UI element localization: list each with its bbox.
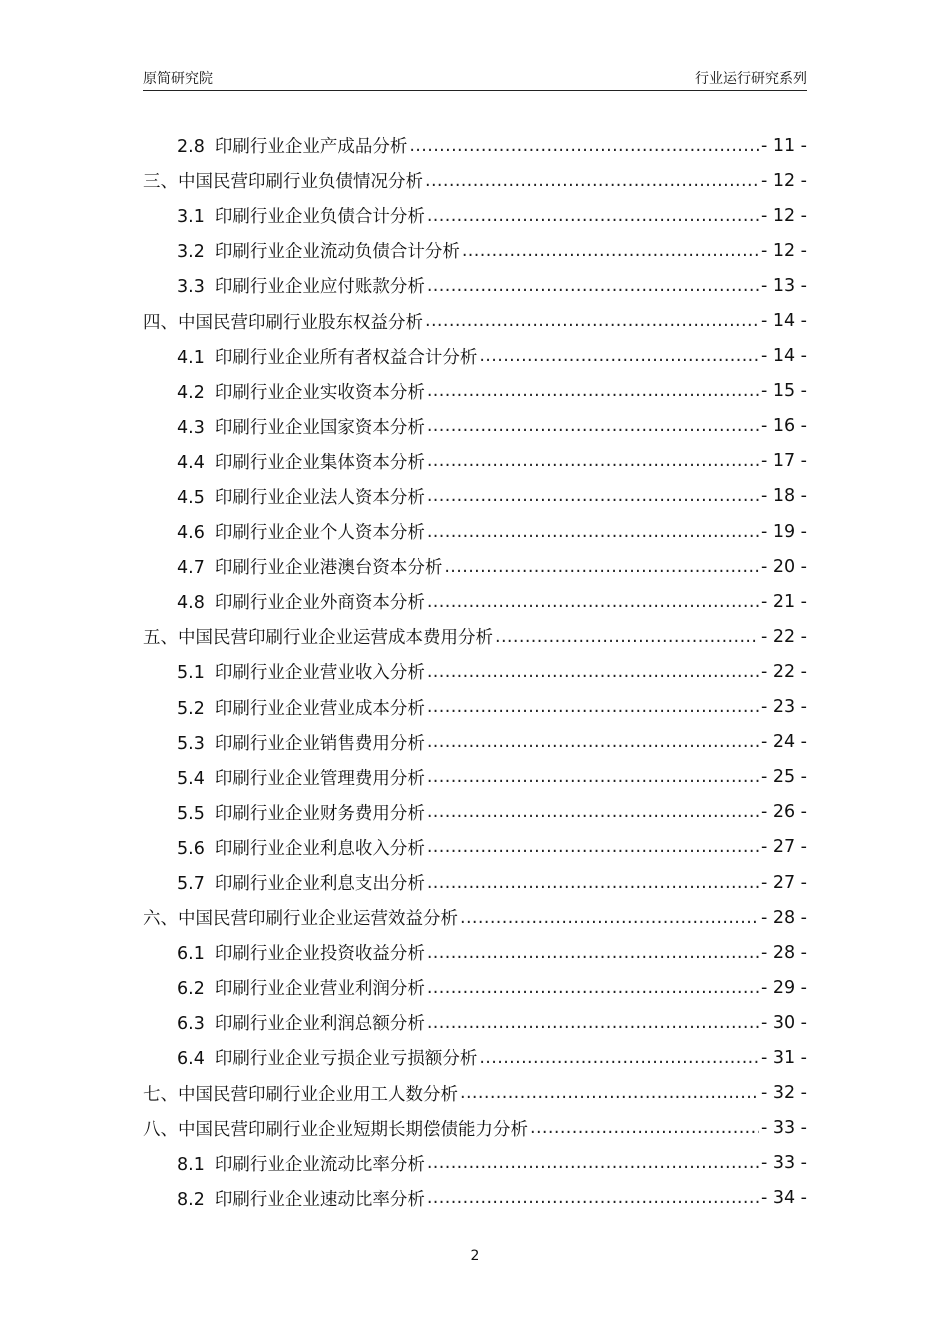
toc-entry-text: 印刷行业企业流动比率分析 [214,1154,425,1175]
toc-entry-title [143,309,423,334]
toc-entry-page: - 19 - [760,521,807,542]
toc-entry-title [177,835,425,860]
toc-entry-title [177,449,425,474]
toc-dot-leader [427,767,759,787]
toc-entry[interactable] [143,1005,807,1040]
toc-entry-title [177,379,425,404]
toc-entry-text: 印刷行业企业亏损企业亏损额分析 [214,1049,478,1070]
toc-dot-leader [427,451,759,471]
toc-dot-leader [427,381,759,401]
toc-entry-page: - 13 - [760,275,807,296]
toc-entry-title [177,800,425,825]
toc-entry-text: 印刷行业企业财务费用分析 [214,803,425,824]
toc-entry-page: - 11 - [760,135,807,156]
toc-dot-leader [495,627,759,647]
toc-entry-title [143,1116,528,1141]
toc-entry-title [177,554,442,579]
toc-entry[interactable] [143,549,807,584]
toc-dot-leader [427,697,759,717]
toc-entry[interactable] [143,619,807,654]
toc-entry-text: 六、中国民营印刷行业企业运营效益分析 [143,909,458,930]
toc-entry-title [177,1045,477,1070]
toc-entry-text: 印刷行业企业流动负债合计分析 [214,242,460,263]
toc-entry-text: 印刷行业企业负债合计分析 [214,207,425,228]
toc-dot-leader [427,732,759,752]
toc-entry-page: - 18 - [760,486,807,507]
toc-entry-page: - 12 - [760,205,807,226]
toc-entry-number: 5.6 [177,838,205,859]
toc-entry-number: 4.2 [177,382,205,403]
toc-dot-leader [460,908,759,928]
toc-entry-text: 印刷行业企业利润总额分析 [214,1014,425,1035]
toc-dot-leader [444,557,759,577]
toc-entry-number: 2.8 [177,137,205,158]
header-series: 行业运行研究系列 [695,71,807,87]
page-number: 2 [470,1248,480,1264]
toc-entry-text: 印刷行业企业港澳台资本分析 [214,558,443,579]
toc-entry-title [177,695,425,720]
toc-entry-number: 5.4 [177,768,205,789]
toc-entry-text: 印刷行业企业所有者权益合计分析 [214,347,478,368]
toc-entry-text: 八、中国民营印刷行业企业短期长期偿债能力分析 [143,1119,528,1140]
toc-entry-text: 印刷行业企业法人资本分析 [214,487,425,508]
toc-entry-text: 七、中国民营印刷行业企业用工人数分析 [143,1084,458,1105]
toc-entry[interactable] [143,303,807,338]
toc-entry-title [143,624,493,649]
toc-entry-number: 4.1 [177,347,205,368]
toc-dot-leader [425,311,759,331]
toc-entry-text: 印刷行业企业销售费用分析 [214,733,425,754]
toc-entry-text: 印刷行业企业个人资本分析 [214,523,425,544]
toc-entry[interactable] [143,163,807,198]
toc-entry-text: 印刷行业企业管理费用分析 [214,768,425,789]
toc-entry-number: 4.3 [177,417,205,438]
toc-entry[interactable] [143,374,807,409]
toc-dot-leader [530,1118,759,1138]
toc-entry-page: - 24 - [760,732,807,753]
toc-entry-title [177,344,477,369]
toc-entry[interactable] [143,128,807,163]
toc-dot-leader [479,1048,759,1068]
toc-entry[interactable] [143,198,807,233]
toc-entry-text: 印刷行业企业营业成本分析 [214,698,425,719]
toc-entry-page: - 22 - [760,626,807,647]
toc-entry-text: 四、中国民营印刷行业股东权益分析 [143,312,423,333]
toc-entry-page: - 12 - [760,170,807,191]
toc-entry-text: 印刷行业企业应付账款分析 [214,277,425,298]
toc-entry-page: - 27 - [760,872,807,893]
toc-entry[interactable] [143,830,807,865]
toc-entry[interactable] [143,795,807,830]
toc-entry-number: 8.1 [177,1154,205,1175]
toc-entry-page: - 16 - [760,416,807,437]
toc-entry-page: - 21 - [760,591,807,612]
toc-entry-text: 印刷行业企业外商资本分析 [214,593,425,614]
toc-dot-leader [427,978,759,998]
toc-entry-page: - 29 - [760,977,807,998]
toc-dot-leader [409,136,759,156]
toc-entry[interactable] [143,1146,807,1181]
toc-entry[interactable] [143,268,807,303]
toc-entry-page: - 17 - [760,451,807,472]
toc-entry-title [177,765,425,790]
toc-entry-title [177,238,460,263]
toc-entry[interactable] [143,654,807,689]
toc-entry[interactable] [143,409,807,444]
toc-dot-leader [427,873,759,893]
toc-entry-text: 印刷行业企业速动比率分析 [214,1189,425,1210]
toc-dot-leader [427,662,759,682]
toc-entry-text: 印刷行业企业投资收益分析 [214,944,425,965]
toc-dot-leader [479,346,759,366]
toc-entry-title [177,203,425,228]
toc-entry[interactable] [143,233,807,268]
toc-entry[interactable] [143,970,807,1005]
toc-entry-text: 印刷行业企业利息支出分析 [214,874,425,895]
toc-entry-number: 4.5 [177,487,205,508]
toc-entry-number: 6.3 [177,1014,205,1035]
toc-entry-title [143,1081,458,1106]
toc-entry-text: 印刷行业企业产成品分析 [214,137,408,158]
toc-entry-page: - 28 - [760,907,807,928]
toc-entry-page: - 12 - [760,240,807,261]
toc-dot-leader [427,1188,759,1208]
toc-entry[interactable] [143,479,807,514]
toc-entry-number: 5.7 [177,874,205,895]
toc-entry-number: 6.4 [177,1049,205,1070]
toc-entry-title [143,905,458,930]
toc-entry-title [143,168,423,193]
toc-entry-page: - 22 - [760,661,807,682]
toc-entry-page: - 14 - [760,346,807,367]
toc-entry-number: 4.8 [177,593,205,614]
toc-entry[interactable] [143,1076,807,1111]
toc-entry-title [177,975,425,1000]
toc-entry-number: 3.1 [177,207,205,228]
toc-entry-title [177,1186,425,1211]
toc-entry-number: 4.4 [177,452,205,473]
toc-entry[interactable] [143,584,807,619]
toc-entry-title [177,730,425,755]
toc-entry[interactable] [143,760,807,795]
toc-entry[interactable] [143,339,807,374]
table-of-contents [143,128,807,1216]
toc-entry-title [177,519,425,544]
header-publisher: 原简研究院 [143,71,213,87]
toc-entry-text: 印刷行业企业营业收入分析 [214,663,425,684]
toc-entry-number: 8.2 [177,1189,205,1210]
toc-entry-text: 三、中国民营印刷行业负债情况分析 [143,172,423,193]
toc-entry[interactable] [143,1040,807,1075]
toc-entry-number: 5.5 [177,803,205,824]
toc-entry-text: 印刷行业企业营业利润分析 [214,979,425,1000]
toc-dot-leader [427,206,759,226]
toc-entry-title [177,1010,425,1035]
toc-entry[interactable] [143,514,807,549]
toc-entry-number: 3.2 [177,242,205,263]
toc-entry-number: 4.6 [177,523,205,544]
toc-entry-title [177,1151,425,1176]
toc-dot-leader [425,171,759,191]
toc-dot-leader [427,592,759,612]
toc-dot-leader [427,837,759,857]
toc-dot-leader [462,241,759,261]
toc-entry-page: - 33 - [760,1118,807,1139]
toc-entry[interactable] [143,1181,807,1216]
toc-entry-page: - 33 - [760,1153,807,1174]
toc-dot-leader [427,522,759,542]
toc-entry-text: 印刷行业企业利息收入分析 [214,838,425,859]
toc-entry-title [177,589,425,614]
toc-dot-leader [427,1013,759,1033]
toc-dot-leader [427,802,759,822]
toc-entry-number: 6.1 [177,944,205,965]
toc-entry-number: 5.3 [177,733,205,754]
toc-entry-page: - 20 - [760,556,807,577]
toc-entry-text: 五、中国民营印刷行业企业运营成本费用分析 [143,628,493,649]
toc-entry-title [177,133,407,158]
toc-entry-title [177,940,425,965]
toc-dot-leader [427,943,759,963]
toc-dot-leader [427,276,759,296]
toc-entry-number: 6.2 [177,979,205,1000]
toc-entry[interactable] [143,444,807,479]
toc-dot-leader [427,416,759,436]
toc-entry-page: - 26 - [760,802,807,823]
toc-entry-page: - 27 - [760,837,807,858]
toc-entry-page: - 30 - [760,1012,807,1033]
toc-entry-number: 3.3 [177,277,205,298]
toc-entry[interactable] [143,935,807,970]
toc-entry-title [177,659,425,684]
toc-entry-page: - 23 - [760,697,807,718]
toc-entry-title [177,870,425,895]
toc-dot-leader [460,1083,759,1103]
toc-entry-page: - 14 - [760,311,807,332]
toc-entry-number: 4.7 [177,558,205,579]
toc-entry-page: - 25 - [760,767,807,788]
toc-entry-page: - 32 - [760,1083,807,1104]
toc-entry[interactable] [143,725,807,760]
toc-entry[interactable] [143,900,807,935]
toc-dot-leader [427,1153,759,1173]
toc-entry-page: - 34 - [760,1188,807,1209]
toc-entry[interactable] [143,1111,807,1146]
toc-entry-page: - 15 - [760,381,807,402]
toc-entry-title [177,414,425,439]
toc-entry[interactable] [143,865,807,900]
toc-entry-title [177,484,425,509]
toc-entry-page: - 31 - [760,1047,807,1068]
page-header [143,66,807,91]
toc-dot-leader [427,486,759,506]
toc-entry-page: - 28 - [760,942,807,963]
toc-entry[interactable] [143,690,807,725]
toc-entry-number: 5.2 [177,698,205,719]
toc-entry-number: 5.1 [177,663,205,684]
toc-entry-text: 印刷行业企业国家资本分析 [214,417,425,438]
toc-entry-text: 印刷行业企业实收资本分析 [214,382,425,403]
toc-entry-title [177,273,425,298]
toc-entry-text: 印刷行业企业集体资本分析 [214,452,425,473]
